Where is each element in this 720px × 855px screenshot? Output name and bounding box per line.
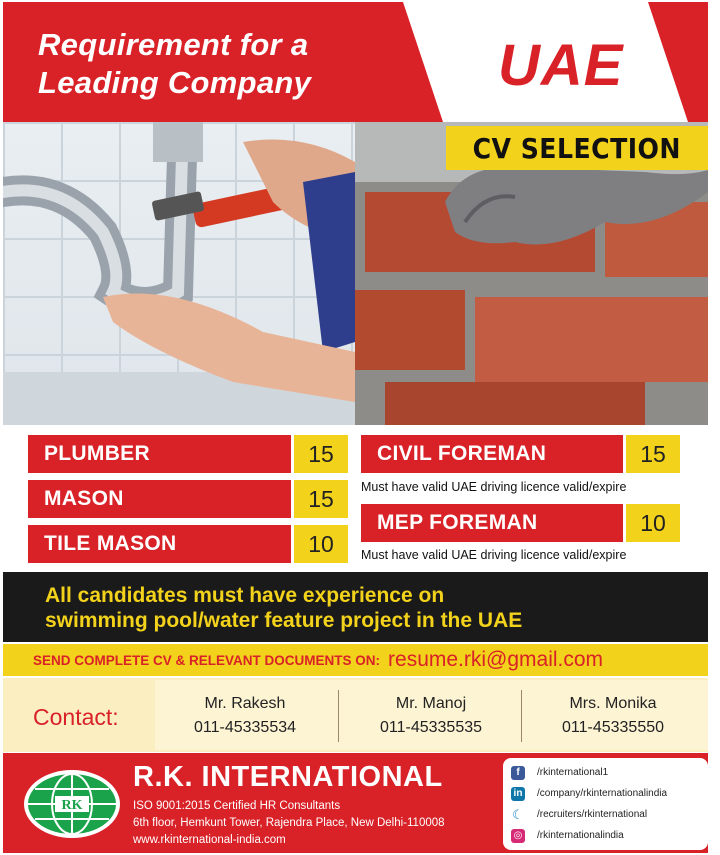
- contact-phone[interactable]: 011-45335535: [379, 719, 483, 736]
- company-website[interactable]: www.rkinternational-india.com: [133, 834, 286, 846]
- job-count-mep-foreman: [626, 504, 680, 542]
- civil-foreman-note: Must have valid UAE driving licence valid/expire: [361, 480, 627, 494]
- company-name: R.K. INTERNATIONAL: [133, 761, 443, 793]
- experience-text: [45, 583, 522, 633]
- plumber-photo: [3, 122, 355, 425]
- social-handle: /rkinternational1: [537, 767, 609, 778]
- facebook-icon: f: [511, 766, 525, 780]
- experience-line1: All candidates must have experience on: [45, 584, 445, 607]
- contact-people: [155, 680, 708, 750]
- job-count-tile-mason: [294, 525, 348, 563]
- send-cv-label: SEND COMPLETE CV & RELEVANT DOCUMENTS ON:: [33, 652, 381, 668]
- job-count: 15: [640, 440, 666, 467]
- header-title-line2: Leading Company: [38, 65, 312, 100]
- experience-banner: [3, 572, 708, 642]
- job-count-civil-foreman: [626, 435, 680, 473]
- email-link[interactable]: resume.rki@gmail.com: [388, 648, 604, 671]
- country-heading: UAE: [498, 33, 624, 98]
- company-address: 6th floor, Hemkunt Tower, Rajendra Place, New Delhi-110008: [133, 817, 445, 829]
- social-handle: /rkinternationalindia: [537, 830, 624, 841]
- social-facebook[interactable]: [511, 762, 700, 783]
- social-handle: /recruiters/rkinternational: [537, 809, 648, 820]
- job-title: MASON: [44, 487, 124, 510]
- contact-person-2: [341, 692, 521, 740]
- contact-name: Mr. Manoj: [395, 695, 467, 712]
- job-count: 10: [308, 530, 334, 557]
- contact-name: Mrs. Monika: [569, 695, 657, 712]
- company-footer: [3, 753, 708, 853]
- social-handle: /company/rkinternationalindia: [537, 788, 668, 799]
- instagram-icon: ◎: [511, 829, 525, 843]
- header-title: [38, 26, 311, 102]
- job-count: 10: [640, 509, 666, 536]
- recruiter-icon: ☾: [512, 806, 524, 822]
- rk-globe-logo: [23, 769, 121, 839]
- experience-line2: swimming pool/water feature project in the UAE: [45, 609, 523, 632]
- contact-name: Mr. Rakesh: [204, 695, 286, 712]
- job-title: MEP FOREMAN: [377, 511, 538, 534]
- cv-selection-text: CV SELECTION: [472, 131, 682, 165]
- cv-selection-badge: [446, 126, 708, 170]
- social-links-box: [503, 758, 708, 850]
- job-count-plumber: [294, 435, 348, 473]
- job-count-mason: [294, 480, 348, 518]
- job-civil-foreman: [361, 435, 623, 473]
- social-linkedin[interactable]: [511, 783, 700, 804]
- job-title: PLUMBER: [44, 442, 150, 465]
- header-red-corner: [648, 2, 708, 122]
- job-count: 15: [308, 440, 334, 467]
- job-count: 15: [308, 485, 334, 512]
- contact-person-1: [155, 692, 335, 740]
- contact-person-3: [523, 692, 703, 740]
- linkedin-icon: in: [511, 787, 525, 801]
- header-title-line1: Requirement for a: [38, 27, 309, 62]
- social-instagram[interactable]: [511, 825, 700, 846]
- contact-phone[interactable]: 011-45335534: [193, 719, 297, 736]
- contact-divider: [338, 690, 339, 742]
- mep-foreman-note: Must have valid UAE driving licence valid/expire: [361, 548, 627, 562]
- job-plumber: [28, 435, 291, 473]
- contact-section: [3, 678, 708, 752]
- contact-label: Contact:: [33, 704, 119, 730]
- contact-divider: [521, 690, 522, 742]
- job-tile-mason: [28, 525, 291, 563]
- job-title: TILE MASON: [44, 532, 177, 555]
- job-title: CIVIL FOREMAN: [377, 442, 547, 465]
- send-cv-strip: [3, 644, 708, 676]
- logo-text: RK: [61, 798, 83, 813]
- job-mason: [28, 480, 291, 518]
- iso-certification: ISO 9001:2015 Certified HR Consultants: [133, 800, 341, 812]
- job-mep-foreman: [361, 504, 623, 542]
- contact-phone[interactable]: 011-45335550: [561, 719, 665, 736]
- social-recruiter[interactable]: [511, 804, 700, 825]
